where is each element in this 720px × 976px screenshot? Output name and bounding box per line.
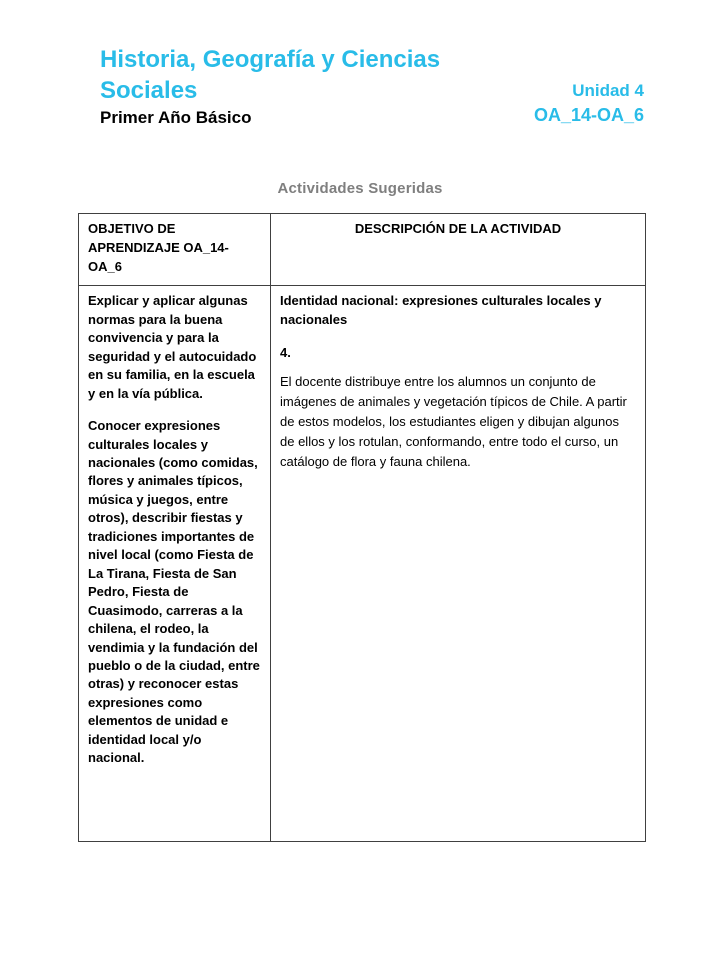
document-page (0, 44, 720, 976)
activities-table (78, 213, 646, 842)
activity-heading: Identidad nacional: expresiones culturales locales y nacionales (280, 293, 602, 328)
activity-number: 4. (280, 345, 291, 361)
section-title: Actividades Sugeridas (277, 180, 443, 198)
document-title-line2: Sociales (100, 77, 198, 105)
oa-code-label: OA_14-OA_6 (533, 104, 644, 125)
table-row (79, 286, 646, 842)
document-title (100, 44, 440, 106)
document-title-line1: Historia, Geografía y Ciencias (100, 46, 441, 73)
table-header-row (79, 214, 646, 286)
objective-cell (79, 286, 271, 842)
unit-label: Unidad 4 (572, 80, 644, 100)
grade-level-label: Primer Año Básico (100, 108, 252, 128)
column-header-objective: OBJETIVO DE APRENDIZAJE OA_14-OA_6 (79, 214, 271, 286)
document-header (100, 44, 644, 128)
column-header-activity: DESCRIPCIÓN DE LA ACTIVIDAD (271, 214, 646, 286)
table-body (79, 286, 646, 842)
header-left-block (100, 44, 440, 128)
objective-paragraph-2: Conocer expresiones culturales locales y nacionales (como comidas, flores y animales típicos, música y juegos, entre otros), describir fiestas y tradiciones importantes de nivel local (como Fiesta de La Tirana, Fiesta de San Pedro, Fiesta de Cuasimodo, carreras a la chilena, el rodeo, la vendimia y la fundación del pueblo o de la ciudad, entre otras) y reconocer estas expresiones como elementos de unidad e identidad local y/o nacional. (88, 418, 260, 766)
activity-cell (271, 286, 646, 842)
activity-description: El docente distribuye entre los alumnos un conjunto de imágenes de animales y vegetación típicos de Chile. A partir de estos modelos, los estudiantes eligen y dibujan algunos de ellos y los rotulan, conformando, entre todo el curso, un catálogo de flora y fauna chilena. (280, 373, 627, 470)
table-head (79, 214, 646, 286)
objective-paragraph-1: Explicar y aplicar algunas normas para la buena convivencia y para la seguridad y el autocuidado en su familia, en la escuela y en la vía pública. (88, 293, 257, 401)
header-right-block (534, 77, 644, 129)
